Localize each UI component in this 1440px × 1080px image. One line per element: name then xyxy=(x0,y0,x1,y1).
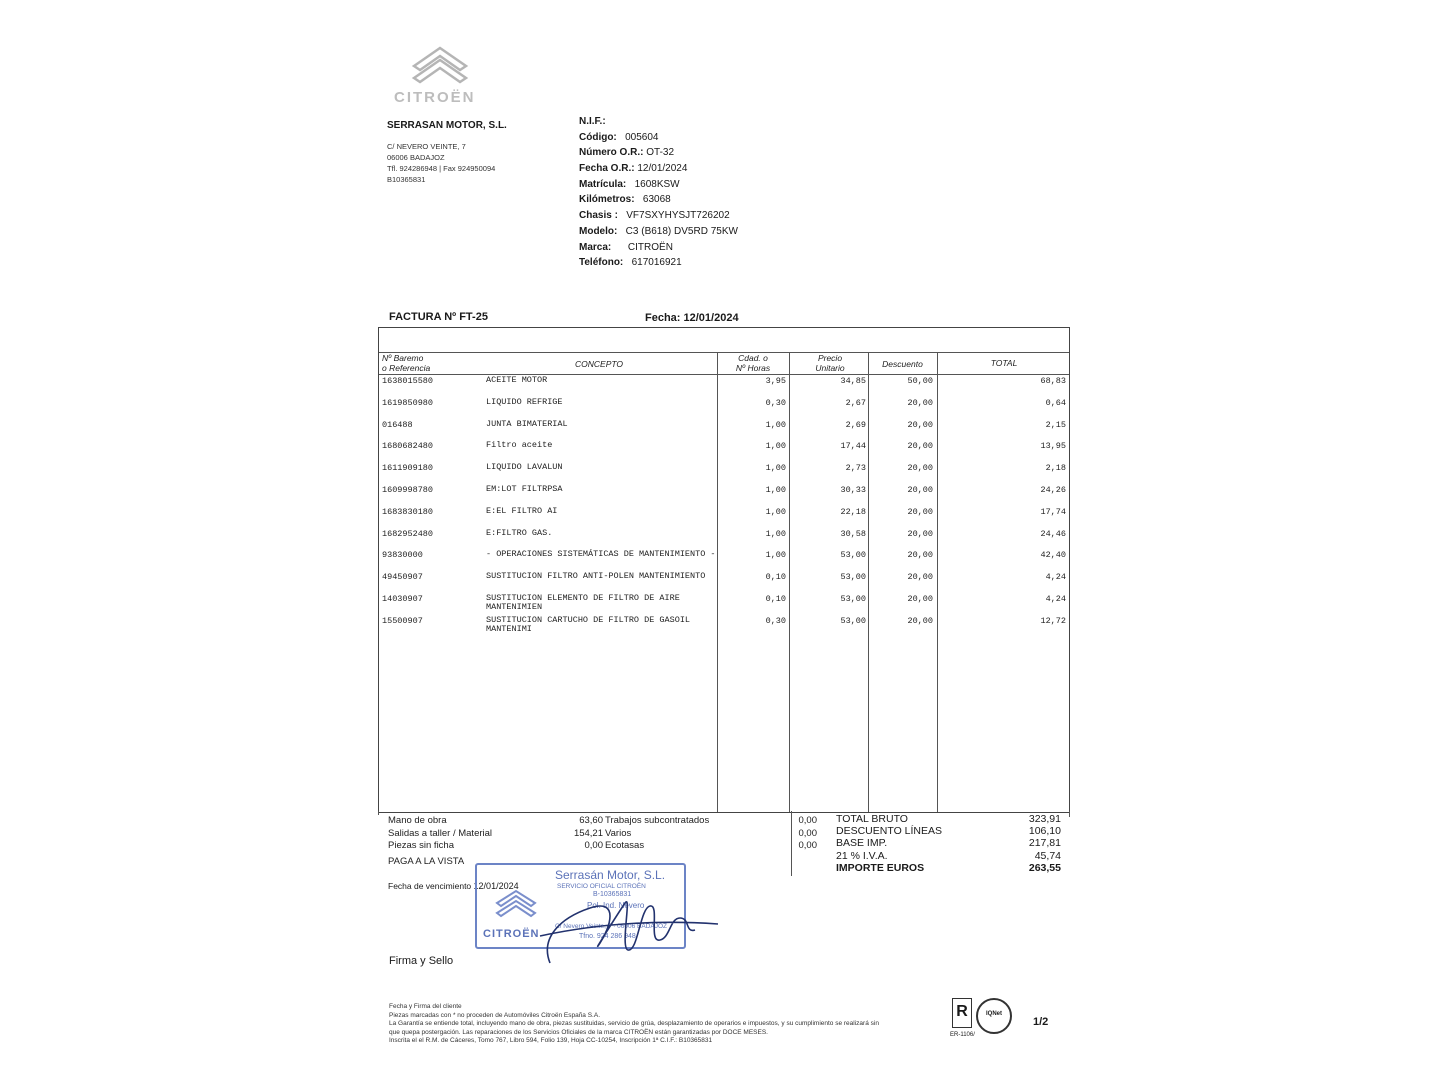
footer-legal: Fecha y Firma del cliente Piezas marcadas con * no proceden de Automóviles Citroën España S.A. La Garantía se entiende total, incluyendo mano de obra, piezas sustituidas, servicio de grúa, desplazamiento de operarios e impuestos, y su cumplimiento se realizará sin que quepa postergación. Las reparaciones de los Servicios Oficiales de la marca CITROËN están garantizadas por DOCE MESES. Inscrita el el R.M. de Cáceres, Tomo 767, Libro 594, Folio 139, Hoja CC-10254, Inscripción 1ª C.I.F.: B10365831 xyxy=(389,1003,879,1044)
summary-ecotax: Ecotasas 0,00 xyxy=(605,840,817,851)
cell-reference: 49450907 xyxy=(382,572,423,583)
info-matricula: Matrícula: 1608KSW xyxy=(579,178,680,190)
cell-total: 68,83 xyxy=(1040,376,1066,386)
cell-quantity: 0,10 xyxy=(765,594,786,604)
iqnet-cert-badge: IQNet xyxy=(976,998,1012,1034)
payment-terms: PAGA A LA VISTA xyxy=(388,856,465,867)
cell-discount: 20,00 xyxy=(907,485,933,495)
cell-concept: LIQUIDO LAVALUN xyxy=(486,462,563,473)
cell-total: 17,74 xyxy=(1040,506,1066,517)
cert-code: ER-1106/ xyxy=(950,1032,975,1038)
address-line: B10365831 xyxy=(387,175,426,184)
col-header-concept: CONCEPTO xyxy=(575,359,624,369)
stamp-service: SERVICIO OFICIAL CITROËN xyxy=(557,883,646,890)
cell-discount: 20,00 xyxy=(907,419,933,430)
citroen-logo xyxy=(392,42,492,106)
aenor-cert-badge: R xyxy=(952,998,972,1028)
cell-concept: SUSTITUCION CARTUCHO DE FILTRO DE GASOIL MANTENIMI xyxy=(486,614,691,634)
signature xyxy=(520,888,740,968)
invoice-number: FACTURA Nº FT-25 xyxy=(389,311,488,323)
col-header-unit-price: Precio Unitario xyxy=(815,353,845,373)
cell-discount: 20,00 xyxy=(907,441,933,452)
cell-quantity: 1,00 xyxy=(765,463,786,474)
cell-concept: LIQUIDO REFRIGE xyxy=(486,396,563,407)
summary-totals xyxy=(836,813,1061,875)
total-vat: 21 % I.V.A. 45,74 xyxy=(836,849,1061,862)
cell-discount: 20,00 xyxy=(907,550,933,561)
vehicle-info xyxy=(579,116,738,273)
total-discount: DESCUENTO LÍNEAS 106,10 xyxy=(836,825,1061,838)
cell-concept: - OPERACIONES SISTEMÁTICAS DE MANTENIMIENTO - xyxy=(486,549,716,560)
cell-discount: 20,00 xyxy=(907,594,933,604)
cell-unit-price: 30,33 xyxy=(840,485,866,495)
cell-quantity: 0,30 xyxy=(765,615,786,626)
cell-unit-price: 17,44 xyxy=(840,441,866,452)
cell-total: 42,40 xyxy=(1040,550,1066,561)
cell-total: 24,46 xyxy=(1040,528,1066,539)
cell-reference: 1638015580 xyxy=(382,376,434,386)
stamp-cif: B-10365831 xyxy=(593,891,632,898)
cell-reference: 1619850980 xyxy=(382,397,434,408)
info-nif: N.I.F.: xyxy=(579,116,606,127)
cell-total: 2,18 xyxy=(1045,463,1066,474)
cell-total: 12,72 xyxy=(1040,615,1066,626)
cell-unit-price: 53,00 xyxy=(840,550,866,561)
info-telefono: Teléfono: 617016921 xyxy=(579,257,682,269)
cell-total: 13,95 xyxy=(1040,441,1066,452)
info-kilometros: Kilómetros: 63068 xyxy=(579,194,671,206)
cell-discount: 20,00 xyxy=(907,397,933,408)
summary-subcontracted: Trabajos subcontratados 0,00 xyxy=(605,815,817,826)
cell-unit-price: 53,00 xyxy=(840,615,866,626)
page-number: 1/2 xyxy=(1033,1016,1049,1028)
cell-discount: 20,00 xyxy=(907,615,933,626)
address-line: Tfl. 924286948 | Fax 924950094 xyxy=(387,164,496,173)
cell-quantity: 0,30 xyxy=(765,397,786,408)
cell-reference: 016488 xyxy=(382,419,413,430)
table-row xyxy=(379,550,1069,572)
cell-discount: 20,00 xyxy=(907,528,933,539)
table-row xyxy=(379,441,1069,463)
table-row xyxy=(379,398,1069,420)
due-date: Fecha de vencimiento 12/01/2024 xyxy=(388,881,519,891)
cell-concept: EM:LOT FILTRPSA xyxy=(486,484,563,494)
table-row xyxy=(379,376,1069,398)
cell-quantity: 1,00 xyxy=(765,506,786,517)
cell-unit-price: 34,85 xyxy=(840,376,866,386)
cell-unit-price: 22,18 xyxy=(840,506,866,517)
invoice-table xyxy=(378,327,1070,813)
signature-label: Firma y Sello xyxy=(389,955,454,967)
stamp-area: Pol. Ind. Nevero xyxy=(587,901,645,910)
cell-concept: Filtro aceite xyxy=(486,440,553,451)
cell-discount: 20,00 xyxy=(907,463,933,474)
cell-unit-price: 30,58 xyxy=(840,528,866,539)
cell-reference: 1680682480 xyxy=(382,441,434,452)
cell-reference: 14030907 xyxy=(382,594,423,604)
table-row xyxy=(379,420,1069,442)
cell-concept: ACEITE MOTOR xyxy=(486,375,548,385)
info-chasis: Chasis : VF7SXYHYSJT726202 xyxy=(579,210,730,222)
company-address xyxy=(387,141,495,185)
table-row xyxy=(379,616,1069,638)
table-row xyxy=(379,572,1069,594)
cell-quantity: 0,10 xyxy=(765,572,786,583)
cell-total: 0,64 xyxy=(1045,397,1066,408)
total-gross: TOTAL BRUTO 323,91 xyxy=(836,813,1061,825)
stamp-company: Serrasán Motor, S.L. xyxy=(555,868,666,882)
table-row xyxy=(379,463,1069,485)
cell-concept: JUNTA BIMATERIAL xyxy=(486,418,568,429)
cell-concept: SUSTITUCION ELEMENTO DE FILTRO DE AIRE MANTENIMIEN xyxy=(486,593,680,612)
summary-various: Varios 0,00 xyxy=(605,827,817,839)
cell-quantity: 1,00 xyxy=(765,528,786,539)
cell-unit-price: 53,00 xyxy=(840,572,866,583)
logo-wordmark: CITROËN xyxy=(394,89,476,106)
cell-concept: E:EL FILTRO AI xyxy=(486,505,558,516)
info-numero-or: Número O.R.: OT-32 xyxy=(579,147,675,159)
summary-material: Salidas a taller / Material 154,21 xyxy=(388,827,603,839)
cell-quantity: 1,00 xyxy=(765,550,786,561)
summary-left xyxy=(388,815,603,853)
cell-quantity: 1,00 xyxy=(765,441,786,452)
col-header-quantity: Cdad. o Nº Horas xyxy=(735,353,771,373)
total-amount: IMPORTE EUROS 263,55 xyxy=(836,861,1061,874)
cell-discount: 20,00 xyxy=(907,572,933,583)
table-row xyxy=(379,507,1069,529)
cell-reference: 1682952480 xyxy=(382,528,434,539)
cell-reference: 93830000 xyxy=(382,550,423,561)
cell-discount: 20,00 xyxy=(907,506,933,517)
col-header-total: TOTAL xyxy=(990,358,1018,368)
cell-reference: 1683830180 xyxy=(382,506,434,517)
cell-total: 4,24 xyxy=(1045,594,1066,604)
col-header-reference: Nº Baremo o Referencia xyxy=(382,353,431,373)
cell-total: 2,15 xyxy=(1045,419,1066,430)
cell-concept: E:FILTRO GAS. xyxy=(486,527,553,538)
cell-total: 4,24 xyxy=(1045,572,1066,583)
info-codigo: Código: 005604 xyxy=(579,131,659,143)
cell-total: 24,26 xyxy=(1040,485,1066,495)
col-header-discount: Descuento xyxy=(882,359,923,369)
address-line: C/ NEVERO VEINTE, 7 xyxy=(387,142,466,151)
cell-quantity: 3,95 xyxy=(765,376,786,386)
summary-labor: Mano de obra 63,60 xyxy=(388,815,603,826)
cell-discount: 50,00 xyxy=(907,376,933,386)
stamp-address: C/ Nevero Veinte, 7 · 06006 BADAJOZ xyxy=(555,923,667,930)
info-fecha-or: Fecha O.R.: 12/01/2024 xyxy=(579,163,688,175)
chevron-logo-icon xyxy=(392,42,492,92)
info-marca: Marca: CITROËN xyxy=(579,241,673,253)
cell-reference: 1611909180 xyxy=(382,463,434,474)
cell-reference: 1609998780 xyxy=(382,485,434,495)
stamp-phone: Tfno. 924 286 948 xyxy=(579,933,636,940)
cell-reference: 15500907 xyxy=(382,615,423,626)
invoice-date: Fecha: 12/01/2024 xyxy=(645,312,739,324)
summary-parts: Piezas sin ficha 0,00 xyxy=(388,840,603,851)
cell-unit-price: 53,00 xyxy=(840,594,866,604)
cell-unit-price: 2,67 xyxy=(845,397,866,408)
total-tax-base: BASE IMP. 217,81 xyxy=(836,837,1061,850)
cell-quantity: 1,00 xyxy=(765,485,786,495)
cell-unit-price: 2,73 xyxy=(845,463,866,474)
address-line: 06006 BADAJOZ xyxy=(387,153,445,162)
cell-unit-price: 2,69 xyxy=(845,419,866,430)
info-modelo: Modelo: C3 (B618) DV5RD 75KW xyxy=(579,225,738,237)
table-row xyxy=(379,594,1069,616)
cell-concept: SUSTITUCION FILTRO ANTI-POLEN MANTENIMIENTO xyxy=(486,571,706,582)
company-name: SERRASAN MOTOR, S.L. xyxy=(387,120,507,131)
table-row xyxy=(379,529,1069,551)
summary-mid xyxy=(605,815,817,853)
table-row xyxy=(379,485,1069,507)
cell-quantity: 1,00 xyxy=(765,419,786,430)
stamp-logo: CITROËN xyxy=(483,928,540,940)
